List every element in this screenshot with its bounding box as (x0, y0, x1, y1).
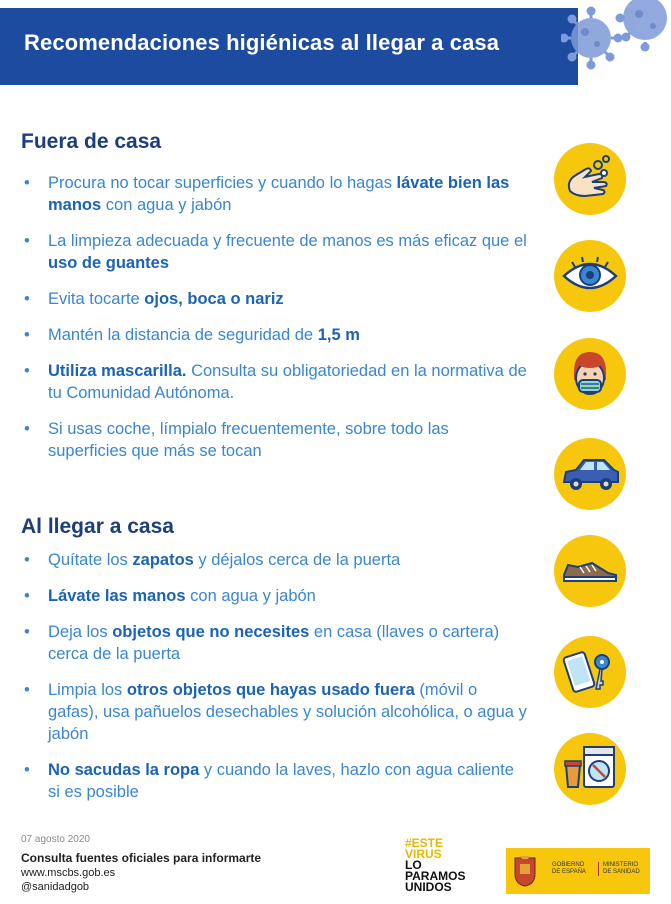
text: Si usas coche, límpialo frecuentemente, sobre todo las superficies que más se tocan (48, 420, 449, 460)
text: Mantén la distancia de seguridad de (48, 326, 318, 344)
gobierno-label: GOBIERNO DE ESPAÑA (552, 862, 586, 875)
header-banner (0, 8, 578, 85)
virus-decoration-icon (561, 0, 671, 80)
government-logo (506, 848, 650, 894)
page-title: Recomendaciones higiénicas al llegar a casa (24, 30, 500, 55)
eye-icon (554, 240, 626, 312)
phone-keys-icon (554, 636, 626, 708)
car-icon (554, 438, 626, 510)
text: Consulta su obligatoriedad en la normativa de tu Comunidad Autónoma. (48, 362, 527, 402)
text: con agua y jabón (185, 587, 316, 605)
text: y déjalos cerca de la puerta (193, 551, 401, 569)
list-item (22, 679, 528, 745)
footer-twitter-handle[interactable]: @sanidadgob (21, 881, 90, 893)
text: Limpia los (48, 681, 127, 699)
footer (21, 834, 261, 893)
coat-of-arms-icon (512, 854, 538, 888)
list-item (22, 172, 528, 216)
text: con agua y jabón (101, 196, 232, 214)
list-item (22, 585, 528, 607)
text: Procura no tocar superficies y cuando lo hagas (48, 174, 397, 192)
bold-text: ojos, boca o nariz (144, 290, 284, 308)
section-title-casa: Al llegar a casa (21, 515, 174, 538)
list-item (22, 288, 528, 310)
face-mask-icon (554, 338, 626, 410)
campaign-logo: #ESTE VIRUS LO PARAMOS UNIDOS (405, 836, 466, 894)
bold-text: No sacudas la ropa (48, 761, 200, 779)
bold-text: Lávate las manos (48, 587, 186, 605)
section-title-fuera: Fuera de casa (21, 130, 162, 153)
text: Quítate los (48, 551, 133, 569)
hand-washing-icon (554, 143, 626, 215)
shoe-icon (554, 535, 626, 607)
list-item (22, 418, 528, 462)
bold-text: 1,5 m (317, 326, 360, 344)
text: (móvil o gafas), usa pañuelos desechables y solución alcohólica, o agua y jabón (48, 681, 527, 743)
list-item (22, 759, 528, 803)
bold-text: lávate bien las manos (48, 174, 510, 214)
footer-website[interactable]: www.mscbs.gob.es (21, 867, 116, 879)
footer-date: 07 agosto 2020 (21, 834, 90, 845)
list-item (22, 549, 528, 571)
bold-text: otros objetos que hayas usado fuera (126, 681, 415, 699)
bold-text: uso de guantes (48, 254, 170, 272)
bold-text: objetos que no necesites (112, 623, 310, 641)
ministerio-label: MINISTERIO DE SANIDAD (598, 862, 640, 876)
list-item (22, 360, 528, 404)
list-item (22, 230, 528, 274)
washing-machine-icon (554, 733, 626, 805)
bold-text: zapatos (132, 551, 194, 569)
list-item (22, 621, 528, 665)
text: y cuando la laves, hazlo con agua caliente si es posible (48, 761, 514, 801)
list-item (22, 324, 528, 346)
text: Evita tocarte (48, 290, 145, 308)
text: en casa (llaves o cartera) cerca de la puerta (48, 623, 500, 663)
text: Deja los (48, 623, 113, 641)
footer-consulta: Consulta fuentes oficiales para informarte (21, 851, 262, 865)
text: La limpieza adecuada y frecuente de manos es más eficaz que el (48, 232, 527, 250)
bold-text: Utiliza mascarilla. (48, 362, 187, 380)
